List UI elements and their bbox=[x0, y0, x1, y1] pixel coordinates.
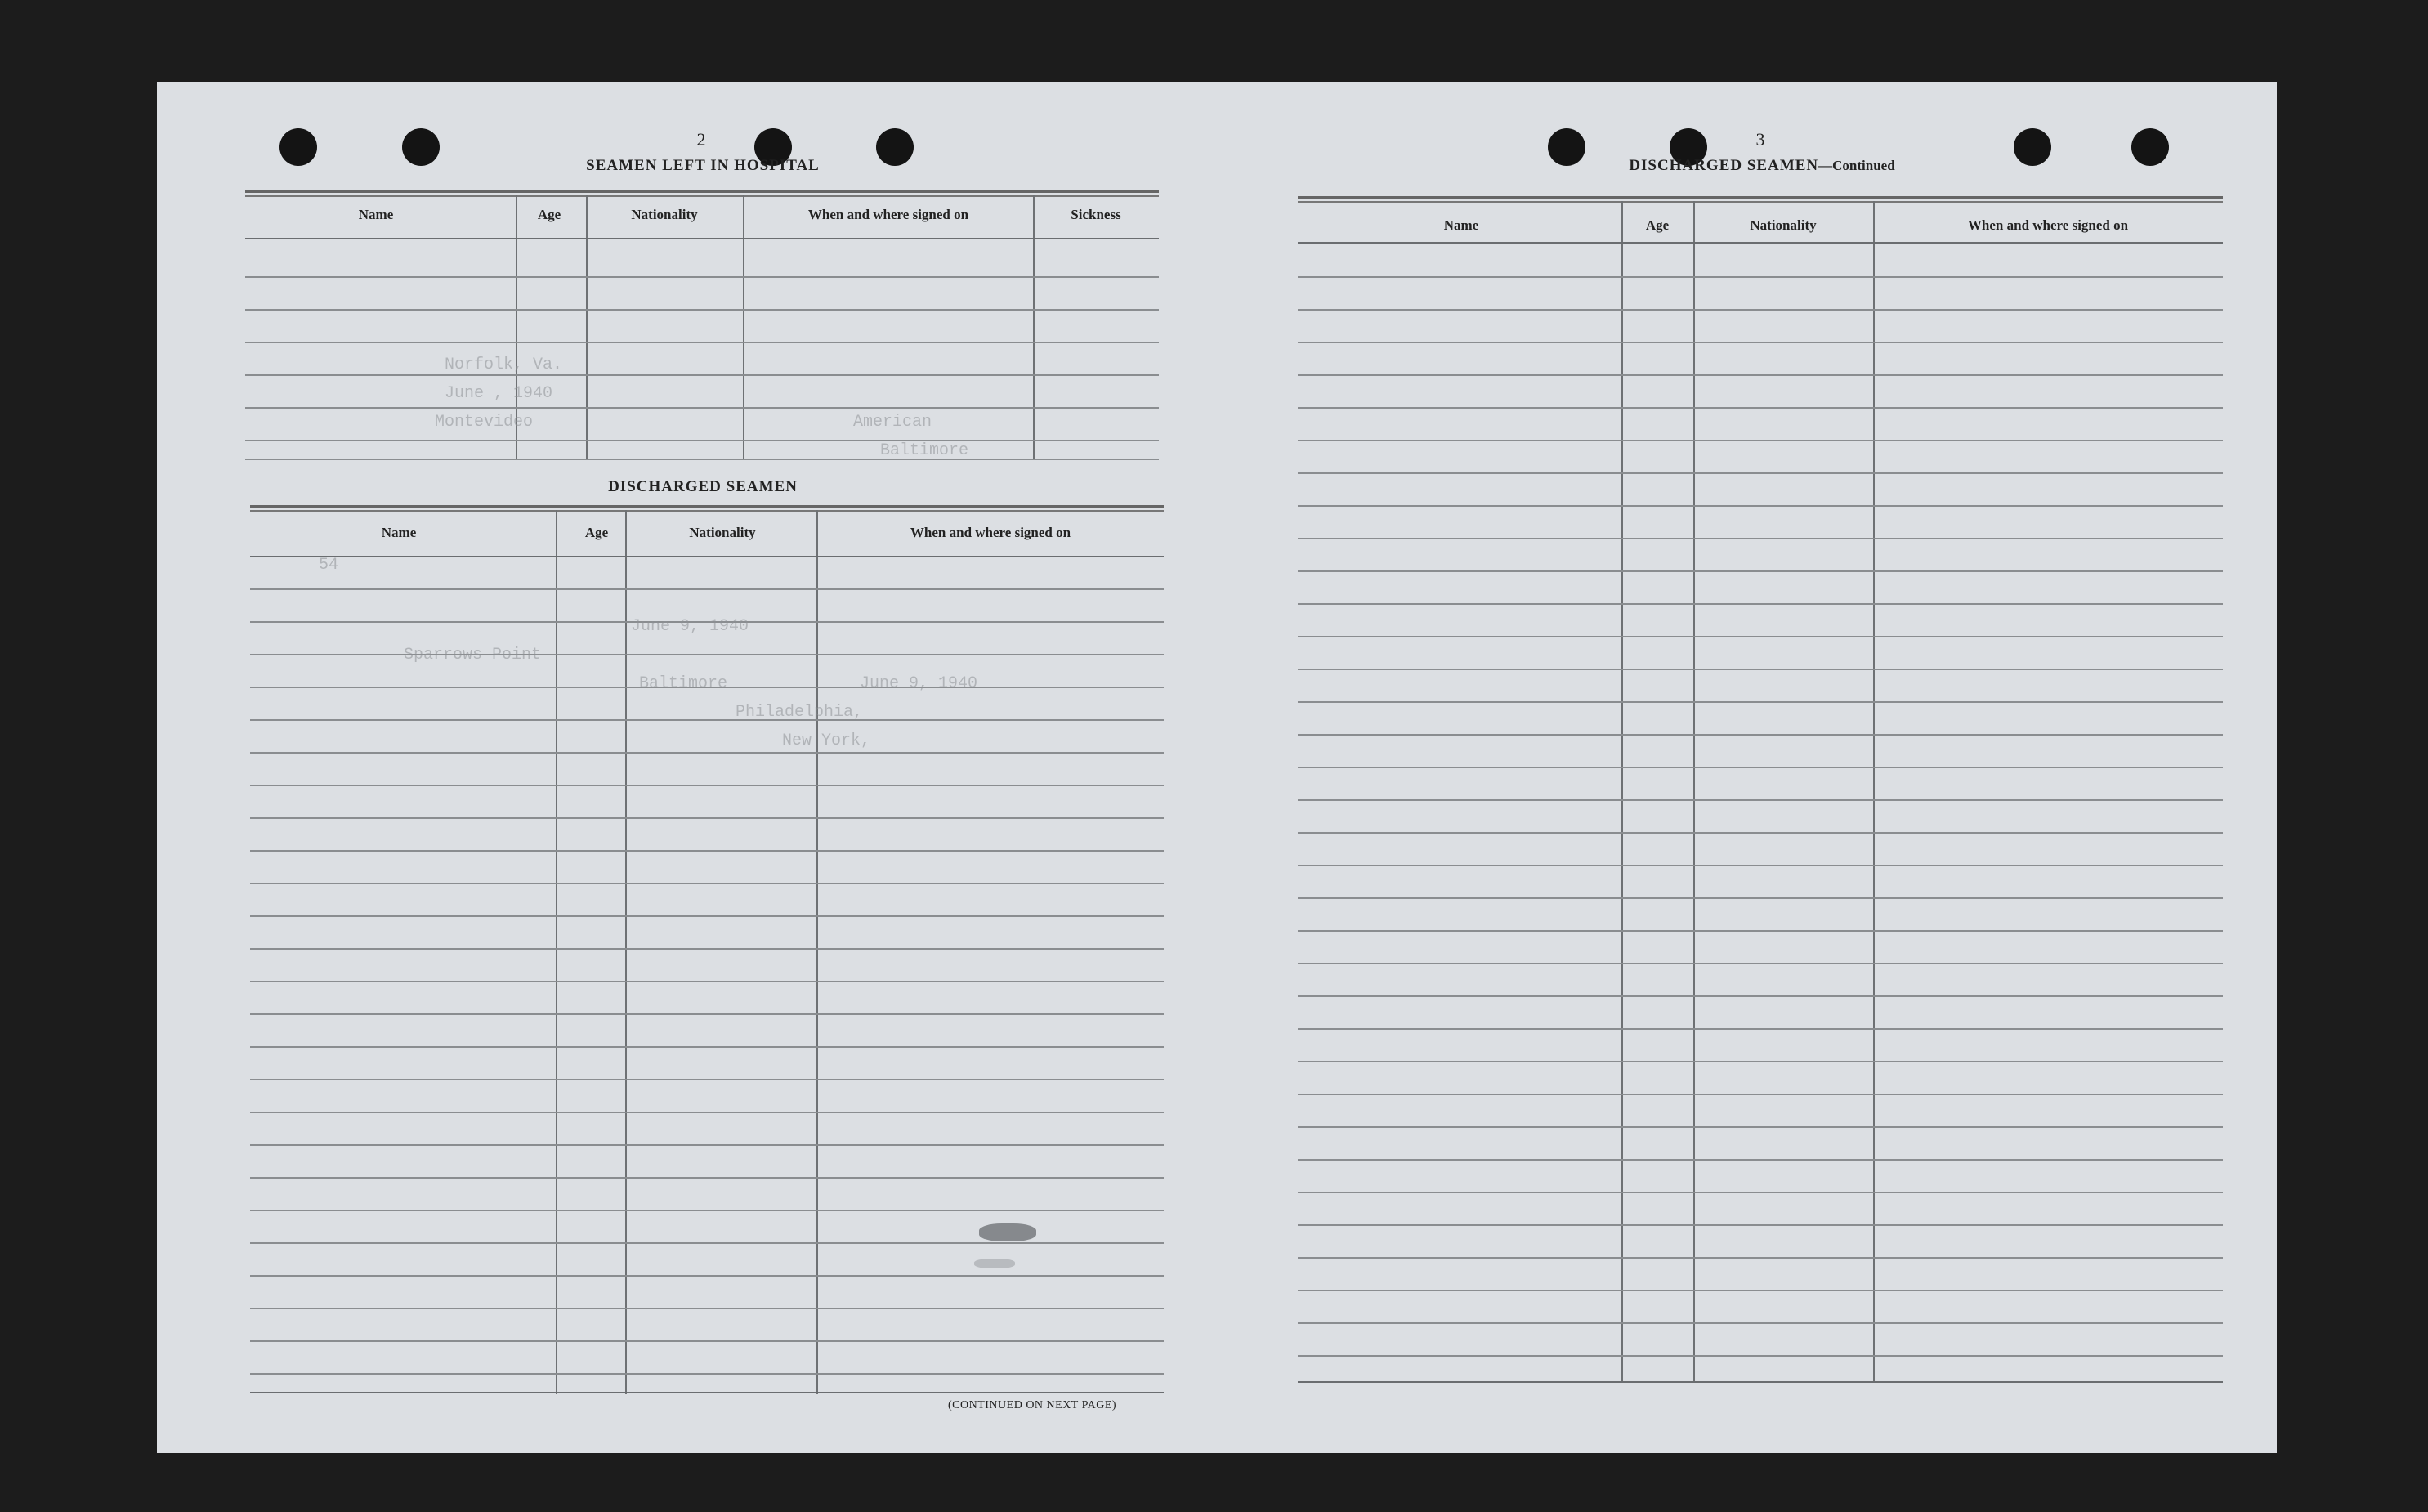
faint-text: Baltimore bbox=[639, 674, 728, 693]
discharged-table-right bbox=[1298, 196, 2223, 1383]
faint-text: New York, bbox=[782, 731, 871, 750]
faint-text: June 9, 1940 bbox=[631, 617, 749, 636]
column-header-age: Age bbox=[584, 525, 609, 540]
faint-text: June , 1940 bbox=[445, 384, 553, 403]
punch-hole-icon bbox=[279, 128, 317, 166]
discharged-continued-title bbox=[1629, 157, 1894, 175]
faint-text: Baltimore bbox=[880, 441, 969, 460]
faint-text: Sparrows Point bbox=[404, 646, 542, 664]
column-header-name: Name bbox=[358, 207, 394, 222]
discharged-section-title: DISCHARGED SEAMEN bbox=[608, 478, 798, 495]
column-header-nationality: Nationality bbox=[689, 525, 756, 540]
ink-smudge bbox=[979, 1223, 1036, 1241]
column-header-name: Name bbox=[1443, 217, 1479, 233]
faint-text: 54 bbox=[319, 556, 339, 575]
hospital-table bbox=[245, 190, 1159, 460]
page-number-right: 3 bbox=[1755, 129, 1765, 150]
faint-text: Norfolk, Va. bbox=[445, 356, 563, 374]
column-header-age: Age bbox=[537, 207, 561, 222]
faint-text: American bbox=[853, 413, 932, 432]
column-header-signed-on: When and where signed on bbox=[1967, 217, 2129, 233]
punch-hole-icon bbox=[402, 128, 440, 166]
page-number-left: 2 bbox=[696, 129, 706, 150]
punch-hole-icon bbox=[2014, 128, 2051, 166]
column-header-name: Name bbox=[381, 525, 417, 540]
continued-suffix: —Continued bbox=[1818, 158, 1895, 173]
punch-hole-icon bbox=[1548, 128, 1585, 166]
column-header-nationality: Nationality bbox=[1750, 217, 1817, 233]
faint-text: Montevideo bbox=[435, 413, 534, 432]
punch-hole-icon bbox=[2131, 128, 2169, 166]
column-header-age: Age bbox=[1645, 217, 1670, 233]
document-sheet bbox=[157, 82, 2277, 1453]
hospital-section-title: SEAMEN LEFT IN HOSPITAL bbox=[586, 157, 820, 174]
ink-smudge bbox=[974, 1259, 1015, 1268]
column-header-signed-on: When and where signed on bbox=[910, 525, 1071, 540]
column-header-signed-on: When and where signed on bbox=[807, 207, 969, 222]
faint-text: June 9, 1940 bbox=[860, 674, 978, 693]
column-header-nationality: Nationality bbox=[631, 207, 698, 222]
discharged-table-left bbox=[250, 505, 1164, 1394]
continued-footer: (CONTINUED ON NEXT PAGE) bbox=[948, 1399, 1117, 1411]
faint-text: Philadelphia, bbox=[736, 703, 864, 722]
punch-hole-icon bbox=[876, 128, 914, 166]
column-header-sickness: Sickness bbox=[1071, 207, 1121, 222]
discharged-continued-title-text: DISCHARGED SEAMEN bbox=[1629, 157, 1819, 174]
